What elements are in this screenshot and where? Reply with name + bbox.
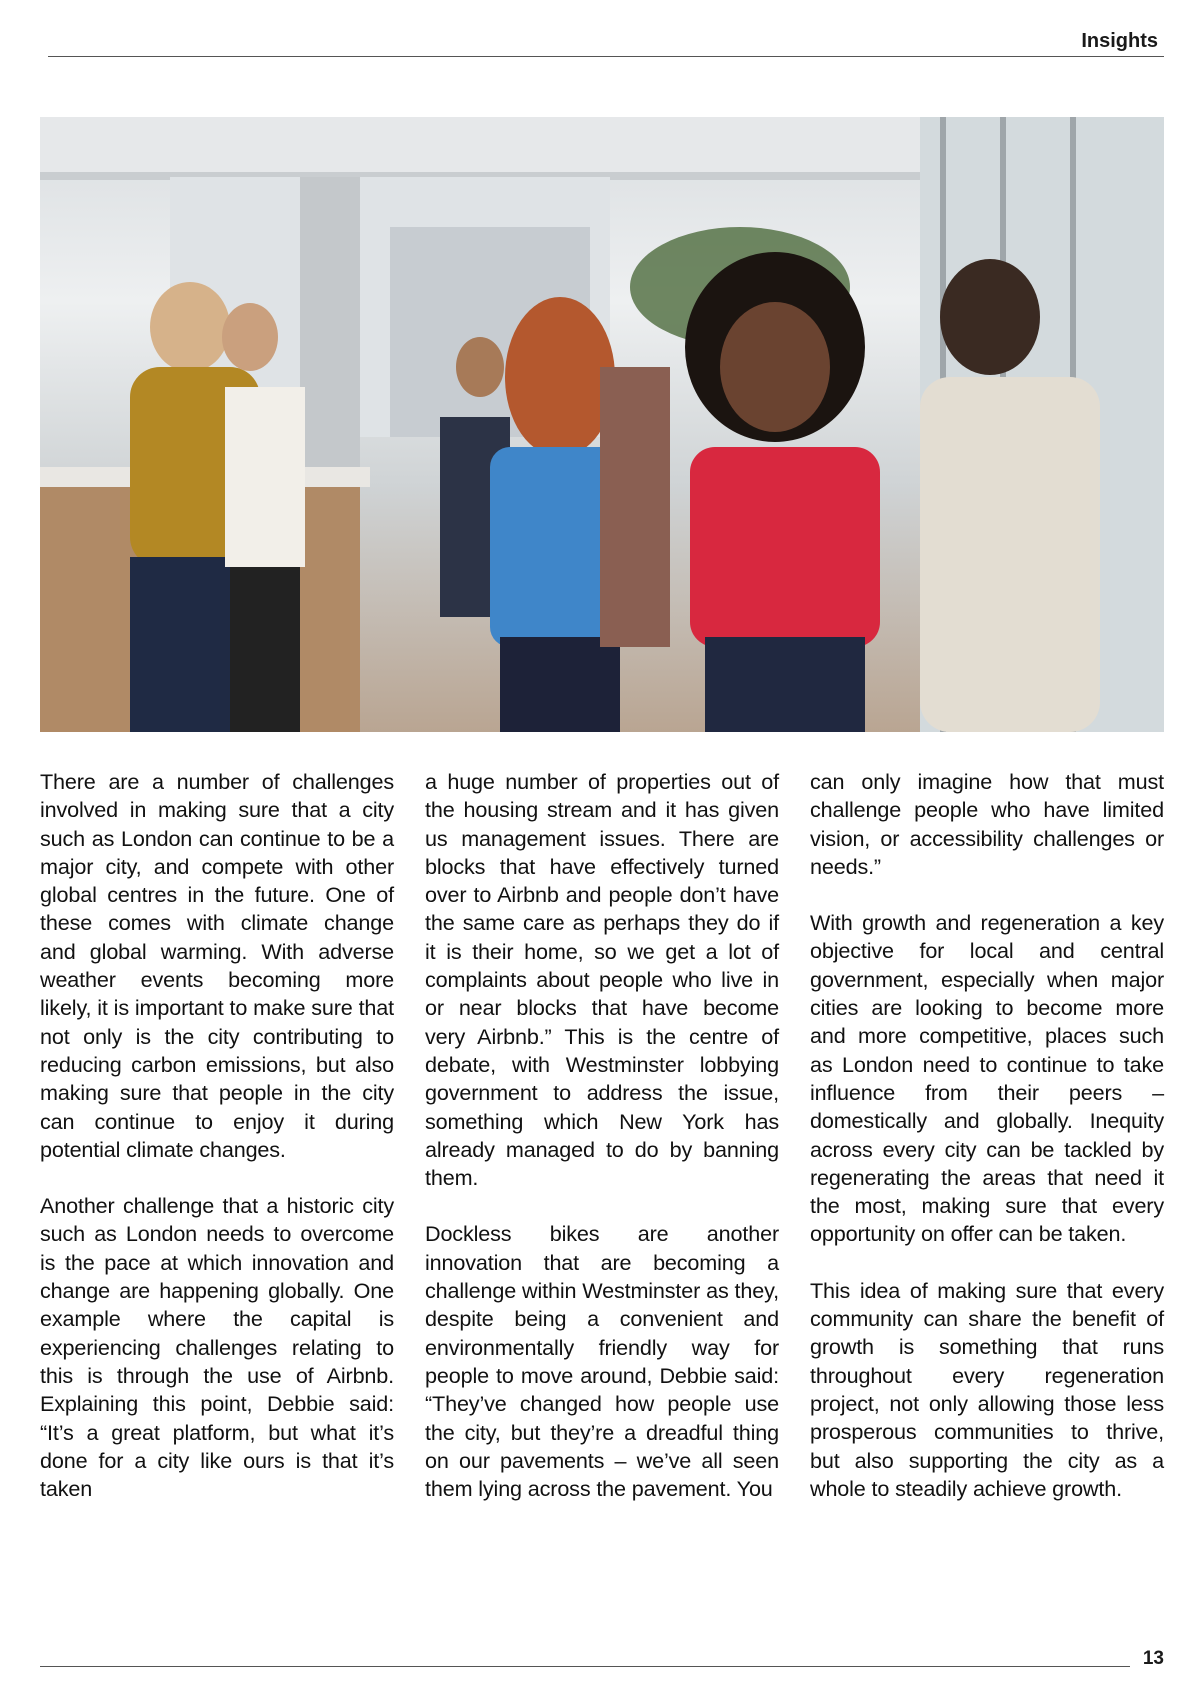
footer-divider [40,1666,1130,1667]
header-divider [48,56,1164,57]
paragraph: a huge number of properties out of the housing stream and it has given us management issues. There are blocks that have effectively turned over to Airbnb and people don’t have the same care as perhaps they do if it is their home, so we get a lot of complaints about people who live in or near blocks that have become very Airbnb.” This is the centre of debate, with Westminster lobbying government to address the issue, something which New York has already managed to do by banning them. [425,769,779,1191]
paragraph: There are a number of challenges involved in making sure that a city such as London can continue to be a major city, and compete with other global centres in the future. One of these comes with climate change and global warming. With adverse weather events becoming more likely, it is important to make sure that not only is the city contributing to reducing carbon emissions, but also making sure that people in the city can continue to enjoy it during potential climate changes. [40,769,394,1162]
paragraph: Dockless bikes are another innovation that are becoming a challenge within Westminster as they, despite being a convenient and environmentally friendly way for people to move around, Debbie said: “They’ve changed how people use the city, but they’re a dreadful thing on our pavements – we’ve all seen them lying across the pavement. You [425,1221,779,1502]
article-body [40,768,1164,1598]
section-label: Insights [1081,30,1158,52]
article-column-1 [40,768,394,1598]
paragraph: This idea of making sure that every community can share the benefit of growth is something that runs throughout every regeneration project, not only allowing those less prosperous communities to thrive, but also supporting the city as a whole to steadily achieve growth. [810,1277,1164,1501]
paragraph: With growth and regeneration a key objective for local and central government, especially when major cities are looking to become more and more competitive, places such as London need to continue to take influence from their peers – domestically and globally. Inequity across every city can be tackled by regenerating the areas that need it the most, making sure that every opportunity on offer can be taken. [810,910,1164,1247]
article-column-3 [810,768,1164,1598]
article-column-2 [425,768,779,1598]
paragraph: can only imagine how that must challenge people who have limited vision, or accessibility challenges or needs.” [810,769,1164,879]
networking-event-illustration [40,117,1164,732]
page-number: 13 [1142,1648,1164,1669]
event-photo [40,117,1164,732]
paragraph: Another challenge that a historic city such as London needs to overcome is the pace at which innovation and change are happening globally. One example where the capital is experiencing challenges relating to this is through the use of Airbnb. Explaining this point, Debbie said: “It’s a great platform, but what it’s done for a city like ours is that it’s taken [40,1193,394,1502]
